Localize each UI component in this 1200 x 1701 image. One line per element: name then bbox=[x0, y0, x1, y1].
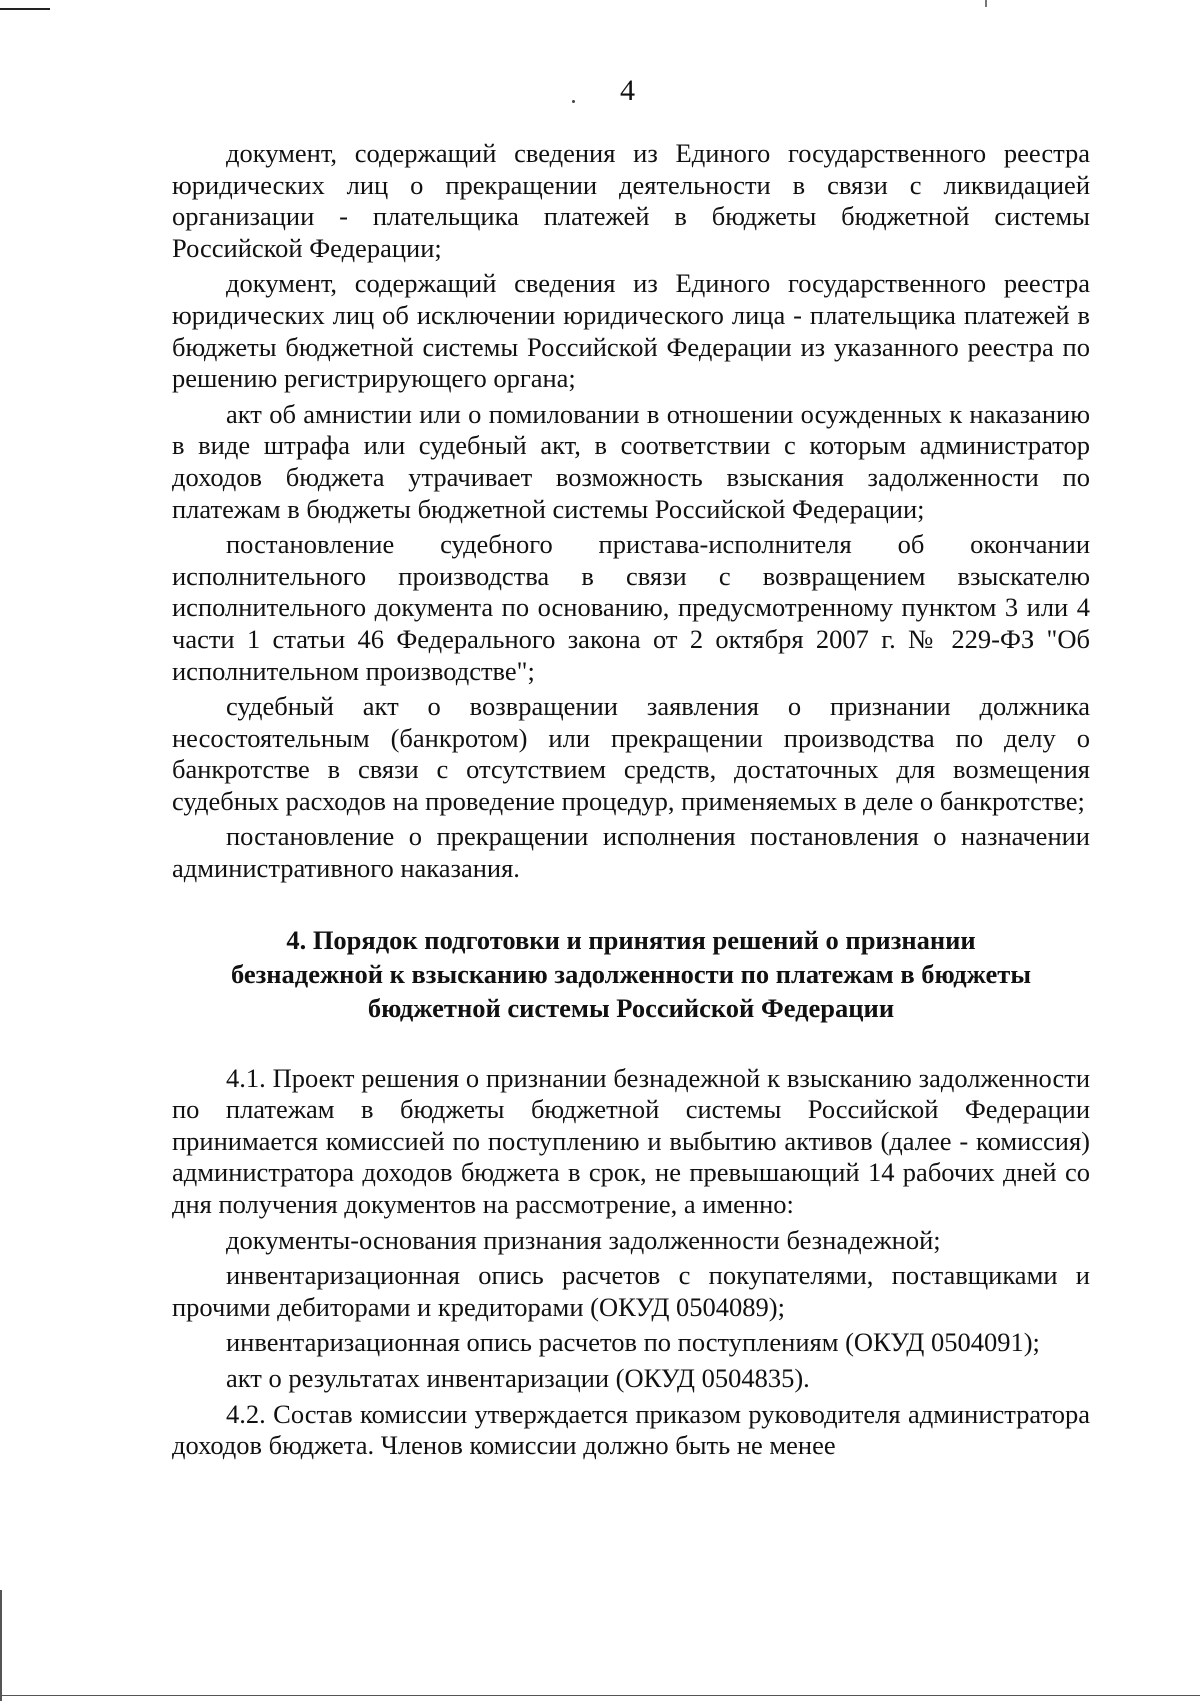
document-body bbox=[172, 138, 1090, 1466]
paragraph: постановление судебного пристава-исполнителя об окончании исполнительного производства в связи с возвращением взыскателю исполнительного документа по основанию, предусмотренному пунктом 3 или 4 части 1 статьи 46 Федерального закона от 2 октября 2007 г. № 229-ФЗ "Об исполнительном производстве"; bbox=[172, 529, 1090, 686]
paragraph: судебный акт о возвращении заявления о признании должника несостоятельным (банкротом) или прекращении производства по делу о банкротстве в связи с отсутствием средств, достаточных для возмещения судебных расходов на проведение процедур, применяемых в деле о банкротстве; bbox=[172, 691, 1090, 816]
paragraph: документы-основания признания задолженности безнадежной; bbox=[226, 1224, 941, 1255]
paragraph: акт о результатах инвентаризации (ОКУД 0504835). bbox=[226, 1363, 810, 1393]
paragraph: документ, содержащий сведения из Единого государственного реестра юридических лиц о прекращении деятельности в связи с ликвидацией организации - плательщика платежей в бюджеты бюджетной системы Российской Федерации; bbox=[172, 138, 1090, 263]
paragraph: документ, содержащий сведения из Единого государственного реестра юридических лиц об исключении юридического лица - плательщика платежей в бюджеты бюджетной системы Российской Федерации из указанного реестра по решению регистрирующего органа; bbox=[172, 268, 1090, 394]
section-heading-line: 4. Порядок подготовки и принятия решений о признании bbox=[286, 924, 976, 955]
scan-artifact-left-edge bbox=[0, 1590, 2, 1701]
section-heading-line: бюджетной системы Российской Федерации bbox=[367, 992, 895, 1023]
paragraph: 4.1. Проект решения о признании безнадежной к взысканию задолженности по платежам в бюджеты бюджетной системы Российской Федерации принимается комиссией по поступлению и выбытию активов (далее - комиссия) администратора доходов бюджета в срок, не превышающий 14 рабочих дней со дня получения документов на рассмотрение, а именно: bbox=[172, 1062, 1090, 1220]
scan-speck bbox=[572, 100, 575, 103]
paragraph: инвентаризационная опись расчетов по поступлениям (ОКУД 0504091); bbox=[226, 1327, 1040, 1358]
paragraph: акт об амнистии или о помиловании в отношении осужденных к наказанию в виде штрафа или судебный акт, в соответствии с которым администратор доходов бюджета утрачивает возможность взыскания задолженности по платежам в бюджеты бюджетной системы Российской Федерации; bbox=[172, 398, 1090, 524]
page-number: 4 bbox=[620, 74, 635, 107]
section-heading bbox=[172, 923, 1090, 1025]
scan-artifact-top-line bbox=[0, 8, 50, 10]
scan-artifact-tick bbox=[985, 0, 987, 7]
paragraph: постановление о прекращении исполнения постановления о назначении административного наказания. bbox=[172, 821, 1090, 884]
section-heading-line: безнадежной к взысканию задолженности по платежам в бюджеты bbox=[230, 958, 1032, 989]
scan-artifact-bottom-edge bbox=[0, 1695, 1200, 1696]
paragraph: инвентаризационная опись расчетов с покупателями, поставщиками и прочими дебиторами и кредиторами (ОКУД 0504089); bbox=[172, 1260, 1090, 1322]
paragraph: 4.2. Состав комиссии утверждается приказом руководителя администратора доходов бюджета. Членов комиссии должно быть не менее bbox=[172, 1398, 1090, 1461]
